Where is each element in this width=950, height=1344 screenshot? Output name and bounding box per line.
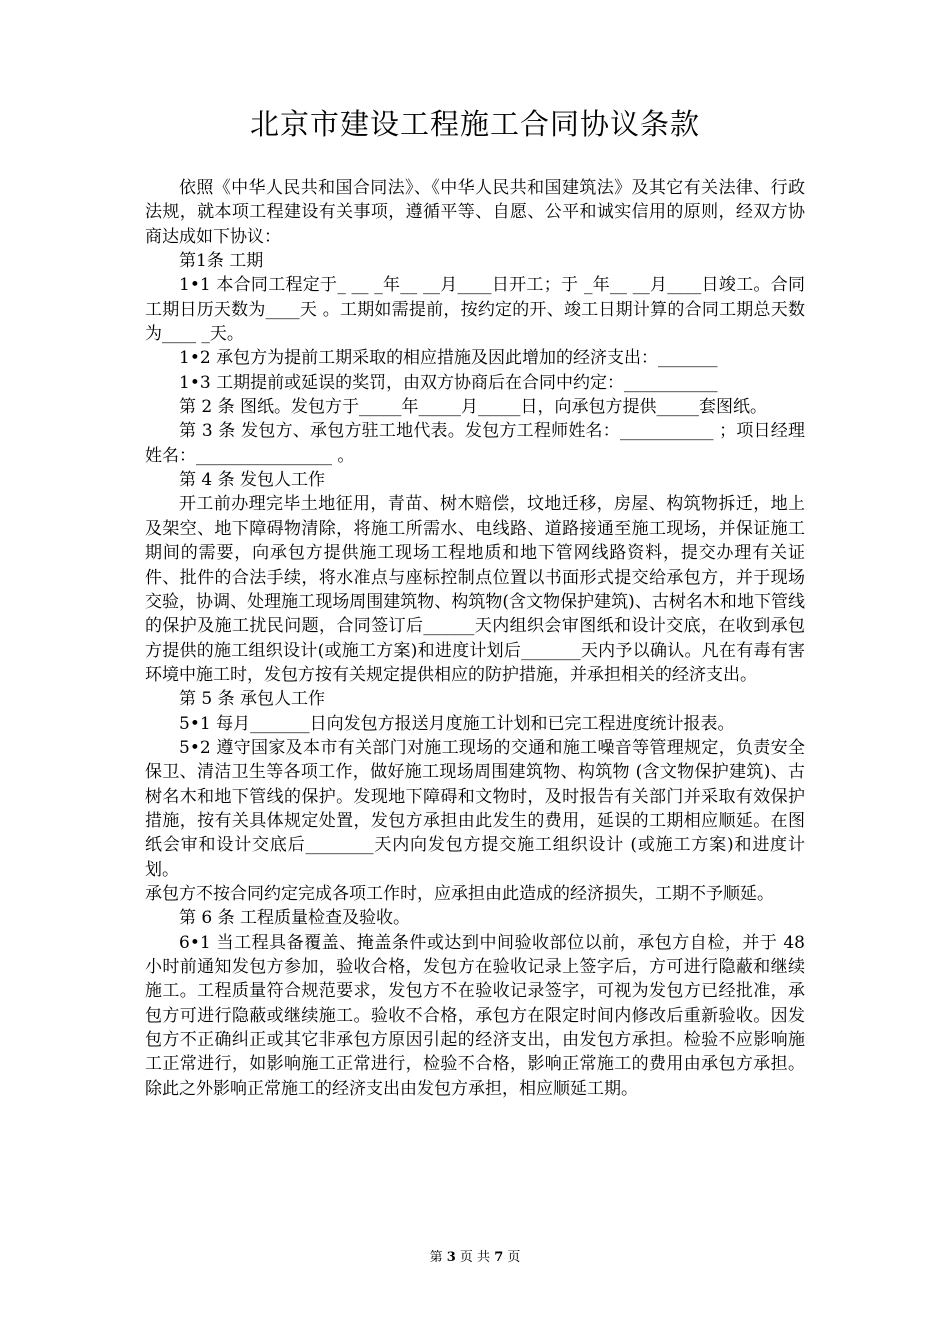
footer-page-number: 3 [446,1250,456,1265]
article-2: 第 2 条 图纸。发包方于_____年_____月_____日，向承包方提供_____套图纸。 [179,397,768,418]
footer-prefix: 第 [429,1250,443,1265]
article-3: 第 3 条 发包方、承包方驻工地代表。发包方工程师姓名：___________ ；项日经理姓名：________________ 。 [145,421,805,466]
footer-total-pages: 7 [494,1250,504,1265]
page-footer [0,1249,950,1267]
footer-suffix: 页 [507,1250,521,1265]
heading-article-6: 第 6 条 工程质量检查及验收。 [179,908,411,929]
article-5-penalty: 承包方不按合同约定完成各项工作时，应承担由此造成的经济损失，工期不予顺延。 [145,883,774,904]
clause-1-3: 1•3 工期提前或延误的奖罚，由双方协商后在合同中约定：___________ [179,372,718,393]
document-body [145,176,805,1101]
heading-article-4: 第 4 条 发包人工作 [179,470,326,491]
article-4-body: 开工前办理完毕土地征用，青苗、树木赔偿，坟地迁移，房屋、构筑物拆迁，地上及架空、地下障碍物清除，将施工所需水、电线路、道路接通至施工现场，并保证施工期间的需要，向承包方提供施工现场工程地质和地下管网线路资料，提交办理有关证件、批件的合法手续，将水准点与座标控制点位置以书面形式提交给承包方，并于现场交验，协调、处理施工现场周围建筑物、构筑物(含文物保护建筑)、古树名木和地下管线的保护及施工扰民问题，合同签订后______天内组织会审图纸和设计交底，在收到承包方提供的施工组织设计(或施工方案)和进度计划后_______天内予以确认。凡在有毒有害环境中施工时，发包方按有关规定提供相应的防护措施，并承担相关的经济支出。 [145,494,805,685]
clause-5-2: 5•2 遵守国家及本市有关部门对施工现场的交通和施工噪音等管理规定，负责安全保卫、清洁卫生等各项工作，做好施工现场周围建筑物、构筑物 (含文物保护建筑)、古树名木和地下管线的保护。发现地下障碍和文物时，及时报告有关部门并采取有效保护措施，按有关具体规定处置，发包方承担由此发生的费用，延误的工期相应顺延。在图纸会审和设计交底后________天内向发包方提交施工组织设计 (或施工方案)和进度计划。 [145,737,805,880]
clause-1-2: 1•2 承包方为提前工期采取的相应措施及因此增加的经济支出：_______ [179,348,718,369]
clause-5-1: 5•1 每月_______日向发包方报送月度施工计划和已完工程进度统计报表。 [179,713,735,734]
heading-article-1: 第1条 工期 [179,251,264,272]
paragraph-preamble: 依照《中华人民共和国合同法》、《中华人民共和国建筑法》及其它有关法律、行政法规，就本项工程建设有关事项，遵循平等、自愿、公平和诚实信用的原则，经双方协商达成如下协议： [145,178,805,247]
clause-1-1: 1•1 本合同工程定于_ __ _年__ __月____日开工；于 _年__ __月____日竣工。合同工期日历天数为____天 。工期如需提前，按约定的开、竣工日期计算的合同工期总天数为____ _天。 [145,275,805,345]
heading-article-5: 第 5 条 承包人工作 [179,689,326,710]
clause-6-1: 6•1 当工程具备覆盖、掩盖条件或达到中间验收部位以前，承包方自检，并于 48 小时前通知发包方参加，验收合格，发包方在验收记录上签字后，方可进行隐蔽和继续施工。工程质量符合规范要求，发包方不在验收记录签字，可视为发包方已经批准，承包方可进行隐蔽或继续施工。验收不合格，承包方在限定时间内修改后重新验收。因发包方不正确纠正或其它非承包方原因引起的经济支出，由发包方承担。检验不应影响施工正常进行，如影响施工正常进行，检验不合格，影响正常施工的费用由承包方承担。除此之外影响正常施工的经济支出由发包方承担，相应顺延工期。 [145,932,805,1099]
page-title: 北京市建设工程施工合同协议条款 [249,107,700,141]
footer-middle: 页 共 [459,1250,491,1265]
